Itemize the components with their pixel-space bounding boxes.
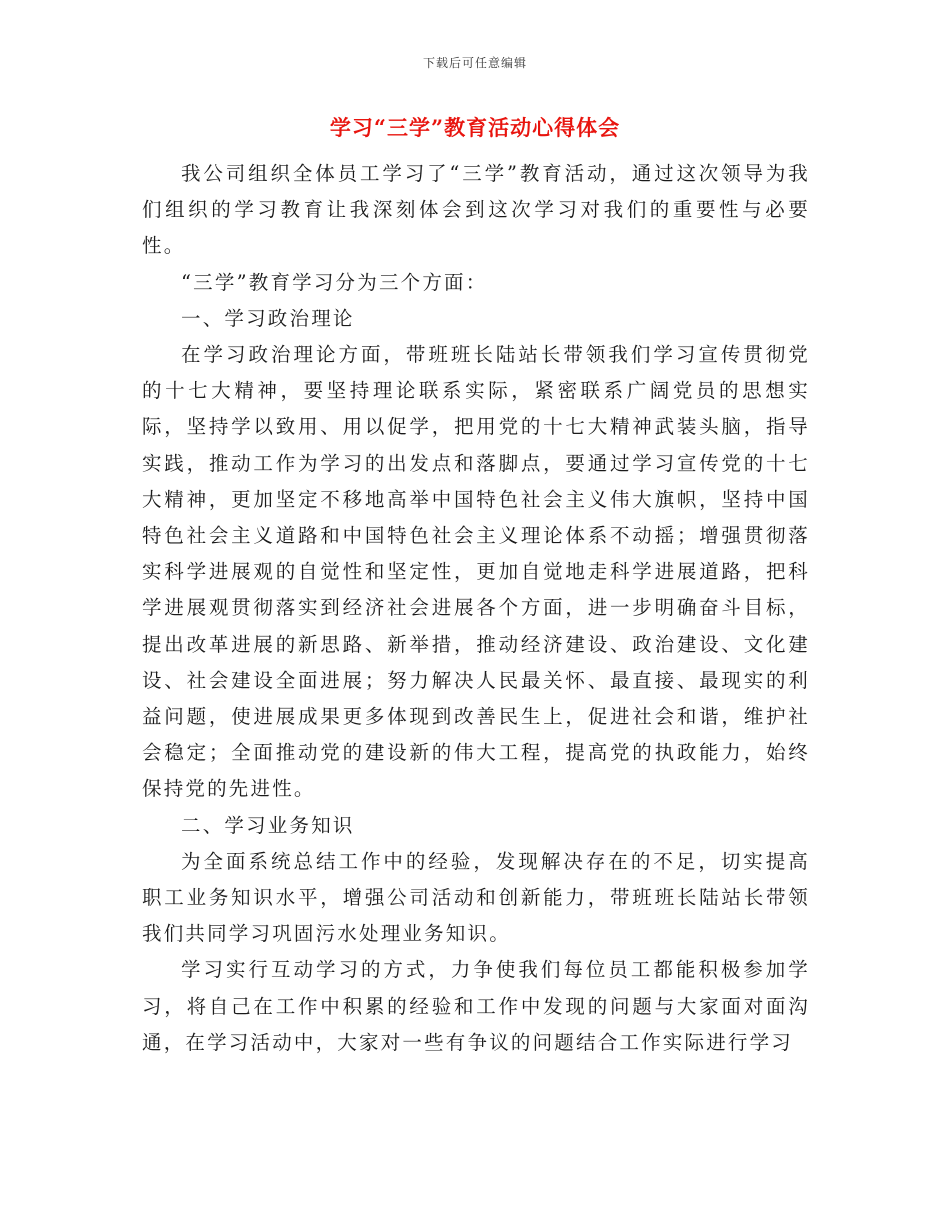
paragraph-intro: 我公司组织全体员工学习了“三学”教育活动，通过这次领导为我们组织的学习教育让我深刻体会到这次学习对我们的重要性与必要性。 <box>142 162 810 258</box>
paragraph-interactive-learning: 学习实行互动学习的方式，力争使我们每位员工都能积极参加学习，将自己在工作中积累的经验和工作中发现的问题与大家面对面沟通，在学习活动中，大家对一些有争议的问题结合工作实际进行学习 <box>142 958 810 1054</box>
document-title: 学习“三学”教育活动心得体会 <box>329 115 621 140</box>
paragraph-three-aspects: “三学”教育学习分为三个方面： <box>181 270 488 294</box>
header-note: 下载后可任意编辑 <box>422 56 527 70</box>
section-heading-business-knowledge: 二、学习业务知识 <box>181 813 355 837</box>
paragraph-political-theory: 在学习政治理论方面，带班班长陆站长带领我们学习宣传贯彻党的十七大精神，要坚持理论联系实际，紧密联系广阔党员的思想实际，坚持学以致用、用以促学，把用党的十七大精神武装头脑，指导实践，推动工作为学习的出发点和落脚点，要通过学习宣传党的十七大精神，更加坚定不移地高举中国特色社会主义伟大旗帜，坚持中国特色社会主义道路和中国特色社会主义理论体系不动摇；增强贯彻落实科学进展观的自觉性和坚定性，更加自觉地走科学进展道路，把科学进展观贯彻落实到经济社会进展各个方面，进一步明确奋斗目标，提出改革进展的新思路、新举措，推动经济建设、政治建设、文化建设、社会建设全面进展；努力解决人民最关怀、最直接、最现实的利益问题，使进展成果更多体现到改善民生上，促进社会和谐，维护社会稳定；全面推动党的建设新的伟大工程，提高党的执政能力，始终保持党的先进性。 <box>142 343 810 801</box>
paragraph-business-knowledge: 为全面系统总结工作中的经验，发现解决存在的不足，切实提高职工业务知识水平，增强公司活动和创新能力，带班班长陆站长带领我们共同学习巩固污水处理业务知识。 <box>142 849 810 946</box>
document-body <box>142 156 810 1061</box>
section-heading-political-theory: 一、学习政治理论 <box>181 306 355 330</box>
